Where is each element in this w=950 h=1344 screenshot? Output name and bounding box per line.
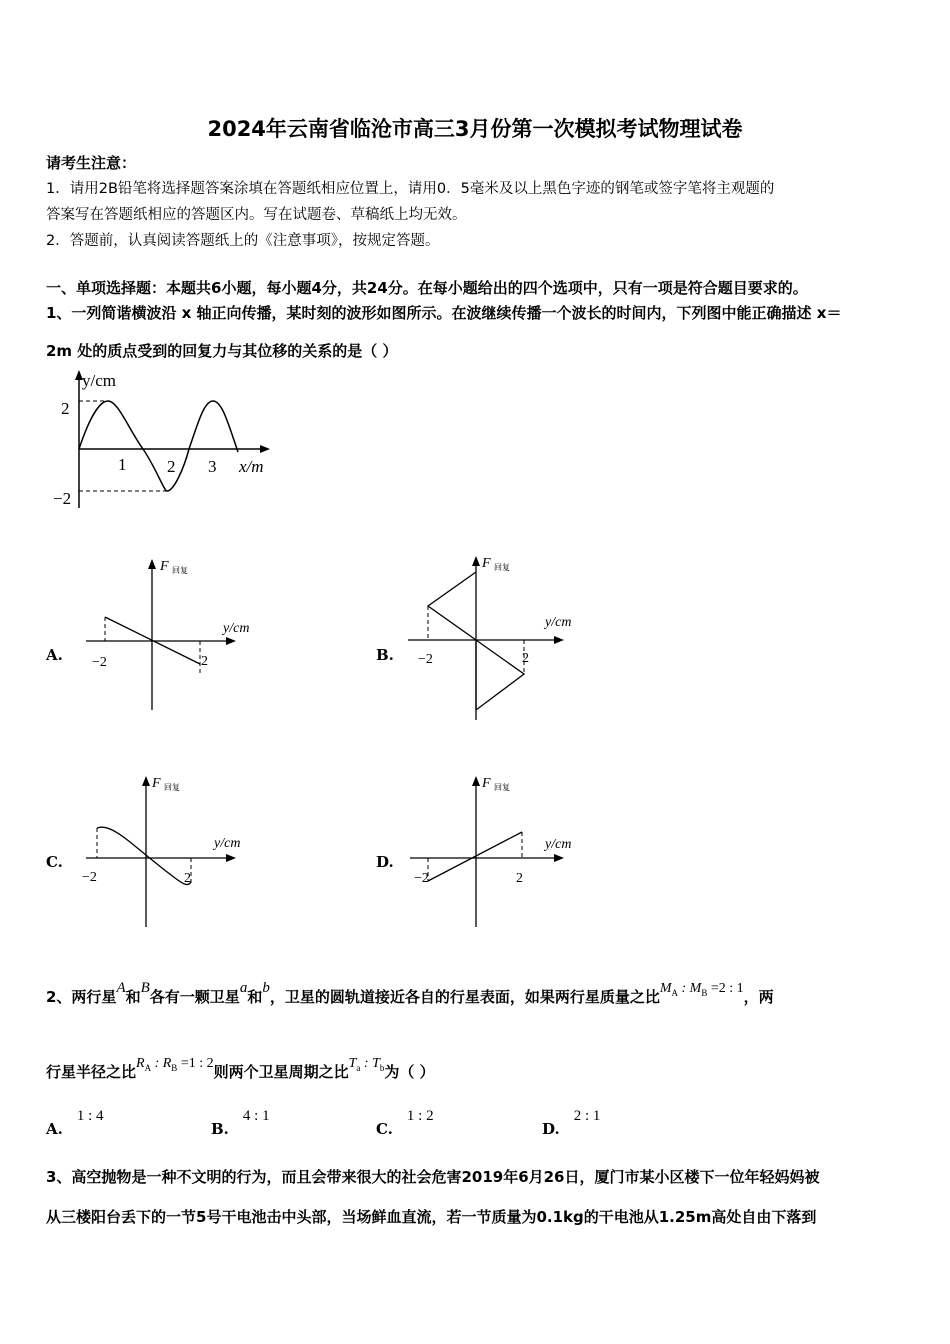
svg-text:−2: −2 bbox=[418, 652, 433, 667]
wave-y-neg: −2 bbox=[53, 489, 72, 508]
option-b-label[interactable]: B. bbox=[376, 646, 394, 664]
wave-ylabel: y/cm bbox=[82, 371, 116, 390]
option-a-label[interactable]: A. bbox=[46, 646, 63, 664]
wave-xlabel: x/m bbox=[239, 457, 264, 476]
option-a-graph[interactable] bbox=[80, 555, 280, 715]
question-2-line-1: 2、两行星A和B各有一颗卫星a和b，卫星的圆轨道接近各自的行星表面，如果两行星质量之比$M_A$ : $M_B =2$ : 1，两 bbox=[46, 980, 774, 1006]
question-2-line-2: 行星半径之比$R_A$ : $R_B =1$ : 2则两个卫星周期之比$T_a$ : $T_b$为（ ） bbox=[46, 1056, 435, 1081]
svg-text:−2: −2 bbox=[92, 655, 107, 670]
q2-option-d[interactable]: D.2 : 1 bbox=[542, 1108, 601, 1138]
svg-text:F: F bbox=[152, 776, 161, 791]
question-3-line-1: 3、高空抛物是一种不文明的行为，而且会带来很大的社会危害2019年6月26日，厦门市某小区楼下一位年轻妈妈被 bbox=[46, 1168, 820, 1186]
svg-text:2: 2 bbox=[516, 871, 523, 886]
svg-text:F: F bbox=[482, 556, 491, 571]
svg-text:2: 2 bbox=[522, 651, 529, 666]
svg-text:回复: 回复 bbox=[164, 783, 180, 792]
section-1-heading: 一、单项选择题：本题共6小题，每小题4分，共24分。在每小题给出的四个选项中，只有一项是符合题目要求的。 bbox=[46, 279, 808, 297]
svg-text:−2: −2 bbox=[82, 870, 97, 885]
option-b-graph[interactable] bbox=[400, 550, 600, 725]
svg-text:y/cm: y/cm bbox=[545, 837, 572, 852]
svg-text:y/cm: y/cm bbox=[223, 621, 250, 636]
q2-option-a[interactable]: A.1 : 4 bbox=[46, 1108, 104, 1138]
svg-text:F: F bbox=[160, 559, 169, 574]
wave-y-pos: 2 bbox=[61, 399, 70, 418]
wave-tick-2: 2 bbox=[167, 457, 176, 476]
notice-line-2: 答案写在答题纸相应的答题区内。写在试题卷、草稿纸上均无效。 bbox=[46, 207, 467, 223]
option-c-graph[interactable] bbox=[80, 770, 280, 930]
question-3-line-2: 从三楼阳台丢下的一节5号干电池击中头部，当场鲜血直流，若一节质量为0.1kg的干电池从1.25m高处自由下落到 bbox=[46, 1208, 817, 1226]
svg-text:2: 2 bbox=[184, 871, 191, 886]
notice-line-1: 1．请用2B铅笔将选择题答案涂填在答题纸相应位置上，请用0．5毫米及以上黑色字迹的钢笔或签字笔将主观题的 bbox=[46, 181, 775, 197]
wave-tick-3: 3 bbox=[208, 457, 217, 476]
svg-text:y/cm: y/cm bbox=[545, 615, 572, 630]
svg-text:2: 2 bbox=[201, 654, 208, 669]
svg-text:−2: −2 bbox=[414, 871, 429, 886]
option-c-label[interactable]: C. bbox=[46, 853, 63, 871]
option-d-graph[interactable] bbox=[400, 770, 600, 930]
notice-heading: 请考生注意： bbox=[46, 154, 137, 172]
wave-graph bbox=[46, 368, 286, 518]
q2-option-b[interactable]: B.4 : 1 bbox=[211, 1108, 270, 1138]
question-1-line-1: 1、一列简谐横波沿 x 轴正向传播，某时刻的波形如图所示。在波继续传播一个波长的时间内，下列图中能正确描述 x＝ bbox=[46, 304, 842, 322]
svg-text:F: F bbox=[482, 776, 491, 791]
svg-text:回复: 回复 bbox=[494, 563, 510, 572]
svg-text:y/cm: y/cm bbox=[214, 836, 241, 851]
q2-option-c[interactable]: C.1 : 2 bbox=[376, 1108, 434, 1138]
wave-tick-1: 1 bbox=[118, 455, 127, 474]
option-d-label[interactable]: D. bbox=[376, 853, 394, 871]
svg-text:回复: 回复 bbox=[494, 783, 510, 792]
question-1-line-2: 2m 处的质点受到的回复力与其位移的关系的是（ ） bbox=[46, 342, 398, 360]
notice-line-3: 2．答题前，认真阅读答题纸上的《注意事项》，按规定答题。 bbox=[46, 233, 440, 249]
svg-text:回复: 回复 bbox=[172, 566, 188, 575]
page-title: 2024年云南省临沧市高三3月份第一次模拟考试物理试卷 bbox=[207, 117, 743, 141]
